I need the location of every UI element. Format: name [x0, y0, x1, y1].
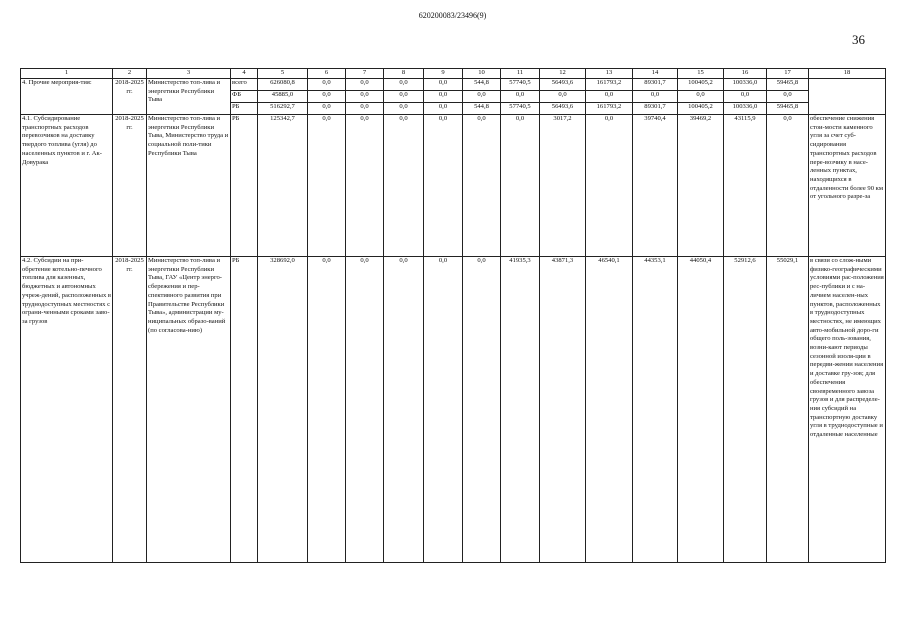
column-number: 12 — [540, 69, 586, 79]
amount-cell: 0,0 — [346, 91, 384, 103]
amount-cell: 0,0 — [463, 257, 501, 563]
amount-cell: 161793,2 — [586, 103, 633, 115]
activity-period: 2018-2025 гг. — [113, 257, 147, 563]
column-number: 8 — [384, 69, 424, 79]
table-row — [21, 115, 886, 257]
amount-cell: 0,0 — [424, 115, 463, 257]
column-number: 14 — [633, 69, 678, 79]
funding-source: ФБ — [231, 91, 258, 103]
page-number: 36 — [852, 32, 865, 47]
amount-cell: 89301,7 — [633, 79, 678, 91]
activity-note: в связи со слож-ными физико-географическими условиями рас-положения рес-публики и с на-личием населен-ных пунктов, расположенных в труднодоступных местностях, не имеющих авто-мобильной доро-ги общего поль-зования, возни-кают периоды сезонной изоля-ции в передви-жении населения и доставке гру-зов; для обеспечения своевременного завоза грузов и для распределе-ния субсидий на транспортную доставку угля в труднодоступные и отдаленные населенные — [809, 257, 886, 563]
amount-cell: 100336,0 — [724, 103, 767, 115]
column-number-row — [21, 69, 886, 79]
amount-cell: 0,0 — [384, 79, 424, 91]
amount-cell: 0,0 — [384, 91, 424, 103]
amount-cell: 0,0 — [384, 103, 424, 115]
activity-name: 4.2. Субсидии на при-обретение котельно-печного топлива для казенных, бюджетных и автономных учреж-дений, расположенных в труднодоступных местностях с ограни-ченными сроками заво-за грузов — [21, 257, 113, 563]
amount-cell: 39469,2 — [678, 115, 724, 257]
activity-name: 4.1. Субсидирование транспортных расходов перевозчиков на доставку твердого топлива (угля) до населенных пунктов и г. Ак-Довурака — [21, 115, 113, 257]
amount-cell: 56493,6 — [540, 103, 586, 115]
amount-cell: 100336,0 — [724, 79, 767, 91]
column-number: 11 — [501, 69, 540, 79]
column-number: 6 — [308, 69, 346, 79]
amount-cell: 0,0 — [424, 257, 463, 563]
amount-cell: 100405,2 — [678, 79, 724, 91]
amount-cell: 39740,4 — [633, 115, 678, 257]
funding-source: всего — [231, 79, 258, 91]
amount-cell: 0,0 — [308, 79, 346, 91]
amount-cell: 0,0 — [767, 115, 809, 257]
column-number: 16 — [724, 69, 767, 79]
amount-cell: 45885,0 — [258, 91, 308, 103]
amount-cell: 44050,4 — [678, 257, 724, 563]
amount-cell: 3017,2 — [540, 115, 586, 257]
column-number: 3 — [147, 69, 231, 79]
funding-source: РБ — [231, 115, 258, 257]
amount-cell: 0,0 — [308, 257, 346, 563]
funding-source: РБ — [231, 103, 258, 115]
amount-cell: 0,0 — [384, 257, 424, 563]
amount-cell: 0,0 — [586, 91, 633, 103]
amount-cell: 59465,8 — [767, 79, 809, 91]
column-number: 15 — [678, 69, 724, 79]
amount-cell: 0,0 — [308, 115, 346, 257]
column-number: 5 — [258, 69, 308, 79]
amount-cell: 52912,6 — [724, 257, 767, 563]
amount-cell: 0,0 — [424, 103, 463, 115]
activity-note: обеспечение снижения стои-мости каменного угля за счет суб-сидирования транспортных расходов пере-возчику в насе-ленных пунктах, находящихся в отдаленности более 90 км от угольного разре-за — [809, 115, 886, 257]
amount-cell: 57740,5 — [501, 79, 540, 91]
amount-cell: 43115,9 — [724, 115, 767, 257]
amount-cell: 56493,6 — [540, 79, 586, 91]
amount-cell: 0,0 — [463, 91, 501, 103]
activity-executor: Министерство топ-лива и энергетики Республики Тыва, ГАУ «Центр энерго-сбережения и пер-спективного развития при Правительстве Республики Тыва», администрации му-ниципальных образо-ваний (по согласова-нию) — [147, 257, 231, 563]
amount-cell: 0,0 — [384, 115, 424, 257]
column-number: 18 — [809, 69, 886, 79]
table-row — [21, 79, 886, 91]
amount-cell: 43871,3 — [540, 257, 586, 563]
amount-cell: 0,0 — [346, 103, 384, 115]
funding-source: РБ — [231, 257, 258, 563]
amount-cell: 89301,7 — [633, 103, 678, 115]
activity-period: 2018-2025 гг. — [113, 79, 147, 115]
amount-cell: 544,8 — [463, 103, 501, 115]
activity-note — [809, 79, 886, 115]
amount-cell: 0,0 — [540, 91, 586, 103]
column-number: 1 — [21, 69, 113, 79]
amount-cell: 0,0 — [724, 91, 767, 103]
amount-cell: 125342,7 — [258, 115, 308, 257]
amount-cell: 0,0 — [308, 91, 346, 103]
amount-cell: 0,0 — [678, 91, 724, 103]
amount-cell: 0,0 — [501, 91, 540, 103]
column-number: 13 — [586, 69, 633, 79]
activity-name: 4. Прочие мероприя-тия: — [21, 79, 113, 115]
amount-cell: 55029,1 — [767, 257, 809, 563]
activity-executor: Министерство топ-лива и энергетики Республики Тыва — [147, 79, 231, 115]
amount-cell: 0,0 — [424, 79, 463, 91]
amount-cell: 0,0 — [463, 115, 501, 257]
amount-cell: 0,0 — [346, 115, 384, 257]
column-number: 7 — [346, 69, 384, 79]
column-number: 4 — [231, 69, 258, 79]
amount-cell: 328692,0 — [258, 257, 308, 563]
amount-cell: 0,0 — [424, 91, 463, 103]
amount-cell: 516292,7 — [258, 103, 308, 115]
amount-cell: 0,0 — [308, 103, 346, 115]
program-table — [20, 68, 886, 563]
amount-cell: 0,0 — [501, 115, 540, 257]
column-number: 9 — [424, 69, 463, 79]
column-number: 17 — [767, 69, 809, 79]
amount-cell: 100405,2 — [678, 103, 724, 115]
amount-cell: 0,0 — [346, 79, 384, 91]
amount-cell: 57740,5 — [501, 103, 540, 115]
document-id: 620200083/23496(9) — [418, 11, 487, 20]
amount-cell: 46540,1 — [586, 257, 633, 563]
amount-cell: 0,0 — [767, 91, 809, 103]
amount-cell: 161793,2 — [586, 79, 633, 91]
amount-cell: 0,0 — [586, 115, 633, 257]
amount-cell: 0,0 — [346, 257, 384, 563]
amount-cell: 626080,8 — [258, 79, 308, 91]
column-number: 10 — [463, 69, 501, 79]
amount-cell: 41935,3 — [501, 257, 540, 563]
amount-cell: 544,8 — [463, 79, 501, 91]
column-number: 2 — [113, 69, 147, 79]
amount-cell: 44353,1 — [633, 257, 678, 563]
amount-cell: 0,0 — [633, 91, 678, 103]
table-row — [21, 257, 886, 563]
activity-period: 2018-2025 гг. — [113, 115, 147, 257]
activity-executor: Министерство топ-лива и энергетики Республики Тыва, Министерство труда и социальной поли-тики Республики Тыва — [147, 115, 231, 257]
amount-cell: 59465,8 — [767, 103, 809, 115]
